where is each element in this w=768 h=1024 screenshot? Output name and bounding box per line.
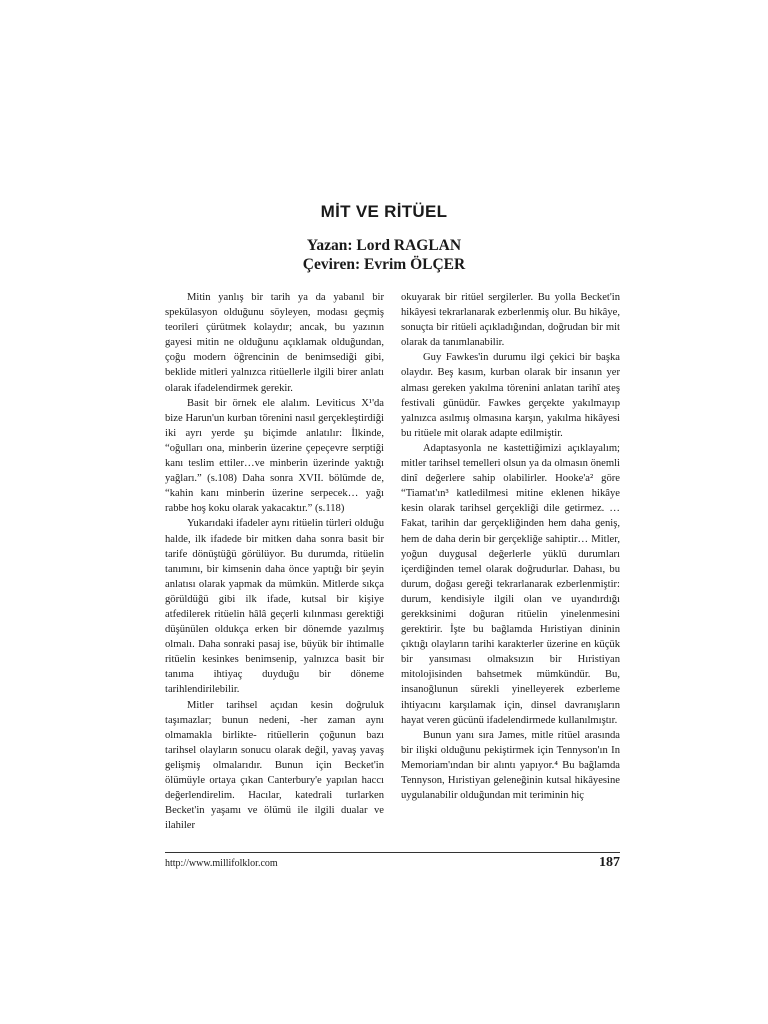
author-line: Yazan: Lord RAGLAN <box>306 237 462 254</box>
paragraph: okuyarak bir ritüel sergilerler. Bu yolla Becket'in hikâyesi tekrarlanarak ezberlenmiş olur. Bu hikâye, sonuçta bir ritüeli açıkladığından, doğrudan bir mit olarak da tanımlanabilir. <box>401 292 620 349</box>
paragraph: Mitler tarihsel açıdan kesin doğruluk taşımazlar; bunun nedeni, -her zaman aynı olmamakla birlikte- ritüellerin çoğunun bazı tarihsel olayların sonucu olarak değil, yavaş yavaş gelişmiş olmalarıdır. Bunun için Becket'in ölümüyle ortaya çıkan Canterbury'e yapılan haccı değerlendirelim. Hacılar, katedrali turlarken Becket'in yaşamı ve ölümü ile ilgili dualar ve ilahiler <box>165 699 384 832</box>
paragraph: Basit bir örnek ele alalım. Leviticus X¹'da bize Harun'un kurban törenini nasıl gerçekleştirdiği iki ayrı yerde şu biçimde anlatılır: İlkinde, “oğulları ona, minberin üzerine çepeçevre serptiği kanı teslim ettiler…ve minberin üzerinde yaktığı yağları.” (s.108) Daha sonra XVII. bölümde de, “kahin kanı minberin üzerine serpecek… yağı rabbe hoş koku olarak yakacaktır.” (s.118) <box>165 397 384 515</box>
paragraph: Adaptasyonla ne kastettiğimizi açıklayalım; mitler tarihsel temelleri olsun ya da olmasın önemli dinî değerlere sahip olabilirler. Hooke'a² göre “Tiamat'ın³ katledilmesi mitine eklenen hikâye kesin olarak tarihsel gerçekliği dile getirmez. … Fakat, tarihin dar gerçekliğinden hem daha geniş, hem de daha derin bir gerçekliğe sahiptir… Mitler, yoğun duygusal değerlerle yüklü durumları içerdiğinden temel olarak doğrudurlar. Dahası, bu durum, doğası gereği tekrarlanarak ezberlenmiştir: durum, kendisiyle ilgili olan ve uyandırdığı gerekksinimi doğuran ritüelin yinelenmesini gerektirir. İşte bu bağlamda Hıristiyan dininin çıktığı olayların tarihi karakterler üzerine en küçük bir yansıması olmaksızın bir Hıristiyan mitolojisinden bahsetmek mümkündür. Bu, insanoğlunun sürekli yinelleyerek ezberleme ihtiyacını karşılamak için, dinsel davranışların hayat veren gücünü ifadelendirmede kullanılmıştır. <box>401 442 620 726</box>
byline <box>0 236 768 274</box>
footer-divider <box>165 852 620 853</box>
left-column <box>165 290 384 833</box>
paragraph: Bunun yanı sıra James, mitle ritüel arasında bir ilişki olduğunu pekiştirmek için Tennyson'ın In Memoriam'ından bir alıntı yapıyor.⁴ Bu bağlamda Tennyson, Hıristiyan geleneğinin kutsal hikâyesine uygulanabilir olduğundan mit teriminin hiç <box>401 729 620 802</box>
article-title: MİT VE RİTÜEL <box>320 202 448 221</box>
paragraph: Yukarıdaki ifadeler aynı ritüelin türleri olduğu halde, ilk ifadede bir mitken daha sonra basit bir tarife dönüştüğü görülüyor. Bu durumda, ritüelin tanımını, bir kimsenin daha önce yaptığı bir şeyin anlatısı olarak yapmak da mümkün. Mitlerde sıkça görüldüğü gibi ilk ifade, kutsal bir kişiye atfedilerek ritüelin hâlâ geçerli kılınması gerektiği düşünülen oldukça erken bir dönemde yazılmış olmalı. Daha sonraki pasaj ise, büyük bir ihtimalle ritüelin kesinkes benimsenip, yalnızca basit bir tanıma ihtiyaç duyduğu bir döneme tarihlendirilebilir. <box>165 518 384 696</box>
page-number: 187 <box>599 855 620 870</box>
paragraph: Mitin yanlış bir tarih ya da yabanıl bir spekülasyon olduğunu söyleyen, modası geçmiş teorileri çürütmek kolaydır; ancak, bu yazının gayesi mitin ne olduğunu açıklamak olduğundan, çoğu modern öğrencinin de benimsediği gibi, beklide mitleri yalnızca ritüellerle ilgili birer anlatı olarak ifadelendirmek gerekir. <box>165 292 384 394</box>
footer-url[interactable]: http://www.millifolklor.com <box>165 858 278 869</box>
paragraph: Guy Fawkes'in durumu ilgi çekici bir başka olaydır. Beş kasım, kurban olarak bir insanın yer alması gereken yakılma törenini anlatan tarihî ateş festivali günüdür. Fawkes gerçekte yakılmayıp yalnızca asılmış olmasına karşın, yakılma hikâyesi bu ritüele mit olarak adapte edilmiştir. <box>401 352 620 439</box>
translator-line: Çeviren: Evrim ÖLÇER <box>302 256 466 273</box>
right-column <box>401 290 620 803</box>
